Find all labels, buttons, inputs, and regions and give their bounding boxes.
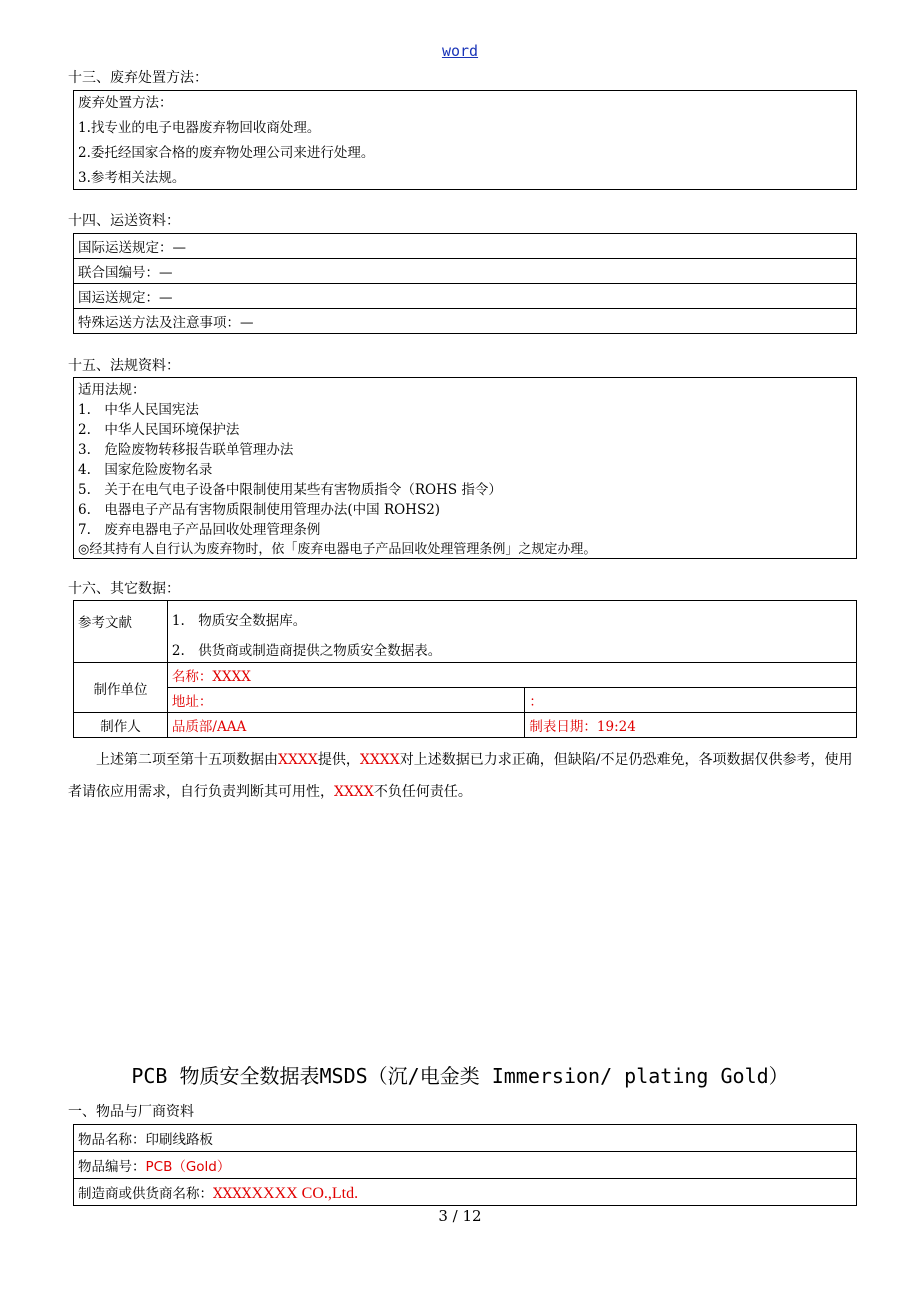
reference-label: 参考文献 [74, 601, 168, 663]
person-value: 品质部/AAA [167, 713, 524, 738]
regulations-box [73, 377, 857, 559]
document-title [0, 1060, 920, 1089]
disposal-box [73, 90, 857, 190]
regulation-line: 1. 中华人民国宪法 [78, 402, 199, 418]
regulation-line: 6. 电器电子产品有害物质限制使用管理办法(中国 ROHS2) [78, 502, 441, 518]
regulation-line: 5. 关于在电气电子设备中限制使用某些有害物质指令（ROHS 指令） [78, 482, 502, 498]
disclaimer-text: 上述第二项至第十五项数据由 [96, 752, 278, 768]
disposal-line: 2.委托经国家合格的废弃物处理公司来进行处理。 [78, 145, 375, 161]
section-1-title: 一、物品与厂商资料 [68, 1104, 194, 1120]
transport-row: 特殊运送方法及注意事项：— [74, 309, 857, 334]
company-placeholder: XXXX [334, 784, 374, 800]
disposal-line: 1.找专业的电子电器废弃物回收商处理。 [78, 120, 321, 136]
transport-row: 联合国编号：— [74, 259, 857, 284]
section-15-title: 十五、法规资料： [68, 358, 180, 374]
regulation-line: 适用法规： [78, 382, 146, 398]
supplier-row [74, 1179, 857, 1206]
transport-row: 国运送规定：— [74, 284, 857, 309]
product-code-value: PCB（Gold） [145, 1159, 231, 1175]
disclaimer-text: 对上述数据已力求正确，但缺陷/不足仍恐难免，各项数据仅供参考，使用者请依应用需求，自行负责判断其可用性， [68, 752, 853, 800]
product-name-label: 物品名称： [78, 1132, 146, 1148]
disposal-line: 3.参考相关法规。 [78, 170, 186, 186]
reference-item: 2. 供货商或制造商提供之物质安全数据表。 [171, 643, 442, 659]
transport-table [73, 233, 857, 334]
transport-row: 国际运送规定：— [74, 234, 857, 259]
section-14-title: 十四、运送资料： [68, 213, 180, 229]
title-main: 物质安全数据表 [179, 1064, 320, 1088]
supplier-label: 制造商或供货商名称： [78, 1185, 213, 1202]
reference-list [167, 601, 856, 663]
title-msds: MSDS（沉/电金类 Immersion/ plating Gold） [319, 1064, 789, 1088]
reference-item: 1. 物质安全数据库。 [171, 613, 307, 629]
maker-address-extra: ： [525, 688, 857, 713]
regulation-line: 2. 中华人民国环境保护法 [78, 422, 240, 438]
supplier-company: XXXX CO.,Ltd. [251, 1184, 359, 1202]
company-placeholder: XXXX [359, 752, 400, 768]
page-number: 3 / 12 [438, 1207, 482, 1225]
maker-address: 地址： [167, 688, 524, 713]
supplier-placeholder: XXXX [213, 1185, 252, 1202]
disclaimer-paragraph [68, 744, 858, 808]
maker-label: 制作单位 [74, 663, 168, 713]
title-prefix: PCB [131, 1064, 180, 1088]
regulation-line: 4. 国家危险废物名录 [78, 462, 213, 478]
regulation-line: 3. 危险废物转移报告联单管理办法 [78, 442, 294, 458]
section-16-title: 十六、其它数据： [68, 581, 180, 597]
section-13-title: 十三、废弃处置方法： [68, 70, 208, 86]
regulation-note: ◎经其持有人自行认为废弃物时，依「废弃电器电子产品回收处理管理条例」之规定办理。 [78, 542, 597, 557]
table-date: 制表日期：19:24 [525, 713, 857, 738]
product-table [73, 1124, 857, 1206]
disclaimer-text: 不负任何责任。 [373, 784, 472, 800]
maker-name: 名称：XXXX [167, 663, 856, 688]
product-name-row [74, 1125, 857, 1152]
product-code-row [74, 1152, 857, 1179]
disclaimer-text: 提供， [317, 752, 360, 768]
product-name-value: 印刷线路板 [145, 1132, 213, 1148]
other-data-table [73, 600, 857, 738]
disposal-line: 废弃处置方法： [78, 95, 173, 111]
header-word-link[interactable]: word [441, 42, 479, 60]
company-placeholder: XXXX [278, 752, 318, 768]
person-label: 制作人 [74, 713, 168, 738]
regulation-line: 7. 废弃电器电子产品回收处理管理条例 [78, 522, 321, 538]
product-code-label: 物品编号： [78, 1159, 146, 1175]
